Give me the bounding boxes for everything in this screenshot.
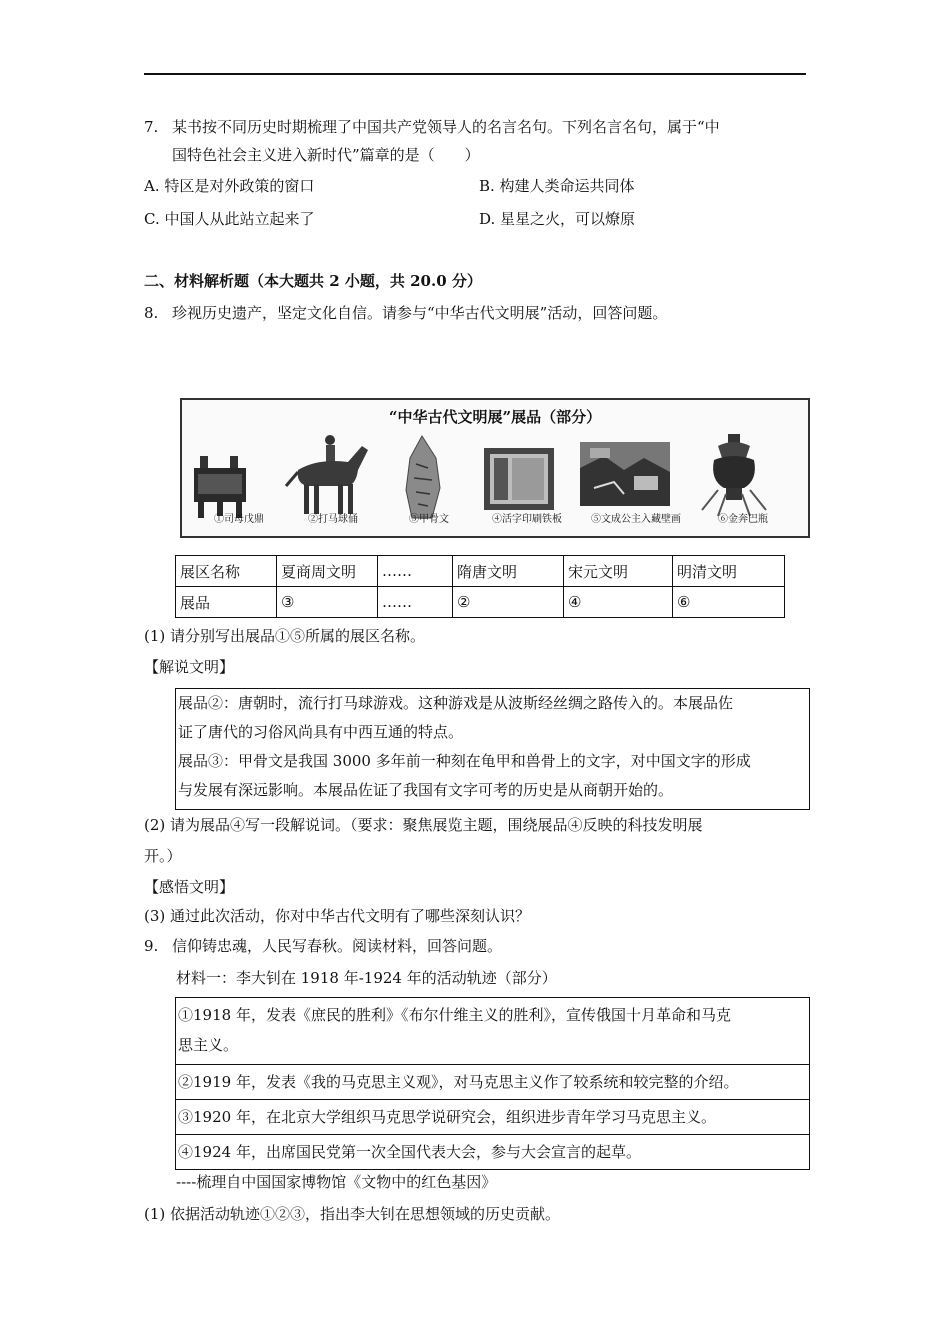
exhibit-caption-5: ⑤文成公主入藏壁画 <box>591 514 681 525</box>
table-cell: 隋唐文明 <box>453 556 564 587</box>
q8-explain-box <box>175 688 810 810</box>
table-cell: ③ <box>277 587 378 618</box>
exhibit-caption-6: ⑥金奔巴瓶 <box>718 514 768 525</box>
q9-material1-title: 材料一：李大钊在 1918 年-1924 年的活动轨迹（部分） <box>176 969 557 987</box>
q7-option-a[interactable]: A. 特区是对外政策的窗口 <box>144 177 315 195</box>
explain-line: 展品②：唐朝时，流行打马球游戏。这种游戏是从波斯经丝绸之路传入的。本展品佐 <box>178 694 734 712</box>
exhibit-area-table <box>175 555 785 618</box>
q8-section-feel: 【感悟文明】 <box>144 878 235 896</box>
q8-number: 8. <box>144 304 159 322</box>
q8-sub2-line2: 开。） <box>144 847 182 865</box>
table-row <box>176 556 785 587</box>
q8-stem: 8. 珍视历史遗产，坚定文化自信。请参与“中华古代文明展”活动，回答问题。 <box>144 304 668 322</box>
table-cell: ② <box>453 587 564 618</box>
exhibit-title: “中华古代文明展”展品（部分） <box>388 408 602 426</box>
table-cell: ⑥ <box>673 587 785 618</box>
explain-line: 展品③：甲骨文是我国 3000 多年前一种刻在龟甲和兽骨上的文字，对中国文字的形成 <box>178 752 751 770</box>
exhibit-caption-2: ②打马球俑 <box>308 514 358 525</box>
table-row <box>176 587 785 618</box>
q8-sub2-line1: (2) 请为展品④写一段解说词。（要求：聚焦展览主题，围绕展品④反映的科技发明展 <box>144 816 703 834</box>
table-cell: 夏商周文明 <box>277 556 378 587</box>
q9-source: ----梳理自中国国家博物馆《文物中的红色基因》 <box>176 1173 497 1191</box>
q7-option-d[interactable]: D. 星星之火，可以燎原 <box>479 210 636 228</box>
exhibit-caption-4: ④活字印刷铁板 <box>492 514 562 525</box>
table-cell: …… <box>378 587 453 618</box>
activity-row: ③1920 年，在北京大学组织马克思学说研究会，组织进步青年学习马克思主义。 <box>176 1100 809 1135</box>
q7-stem-line2: 国特色社会主义进入新时代”篇章的是（ ） <box>172 146 480 164</box>
q8-sub3: (3) 通过此次活动，你对中华古代文明有了哪些深刻认识？ <box>144 907 531 925</box>
header-rule <box>144 73 806 75</box>
activity-row: ④1924 年，出席国民党第一次全国代表大会，参与大会宣言的起草。 <box>178 1143 641 1161</box>
activity-text: 思主义。 <box>178 1036 239 1054</box>
q7-number: 7. <box>144 118 159 136</box>
q8-sub1: (1) 请分别写出展品①⑤所属的展区名称。 <box>144 627 426 645</box>
q9-sub1: (1) 依据活动轨迹①②③，指出李大钊在思想领域的历史贡献。 <box>144 1205 561 1223</box>
q8-section-explain: 【解说文明】 <box>144 658 235 676</box>
q9-activity-table <box>175 997 810 1170</box>
section2-title: 二、材料解析题（本大题共 2 小题，共 20.0 分） <box>144 272 482 290</box>
activity-row: ②1919 年，发表《我的马克思主义观》，对马克思主义作了较系统和较完整的介绍。 <box>176 1065 809 1100</box>
q9-stem: 9. 信仰铸忠魂，人民写春秋。阅读材料，回答问题。 <box>144 937 503 955</box>
exhibit-figure <box>180 398 810 538</box>
q7-option-b[interactable]: B. 构建人类命运共同体 <box>479 177 635 195</box>
exhibit-caption-1: ①司母戊鼎 <box>214 514 264 525</box>
table-cell: 展区名称 <box>176 556 277 587</box>
activity-row <box>176 998 809 1062</box>
explain-line: 与发展有深远影响。本展品佐证了我国有文字可考的历史是从商朝开始的。 <box>178 781 674 799</box>
q7-option-c[interactable]: C. 中国人从此站立起来了 <box>144 210 315 228</box>
table-cell: 明清文明 <box>673 556 785 587</box>
table-cell: ④ <box>564 587 673 618</box>
activity-text: ①1918 年，发表《庶民的胜利》《布尔什维主义的胜利》，宣传俄国十月革命和马克 <box>178 1006 731 1024</box>
table-cell: 宋元文明 <box>564 556 673 587</box>
explain-line: 证了唐代的习俗风尚具有中西互通的特点。 <box>178 723 464 741</box>
table-cell: …… <box>378 556 453 587</box>
table-cell: 展品 <box>176 587 277 618</box>
q9-number: 9. <box>144 937 159 955</box>
q7-stem-line1: 7. 某书按不同历史时期梳理了中国共产党领导人的名言名句。下列名言名句，属于“中 <box>144 118 720 136</box>
exhibit-caption-3: ③甲骨文 <box>409 514 449 525</box>
